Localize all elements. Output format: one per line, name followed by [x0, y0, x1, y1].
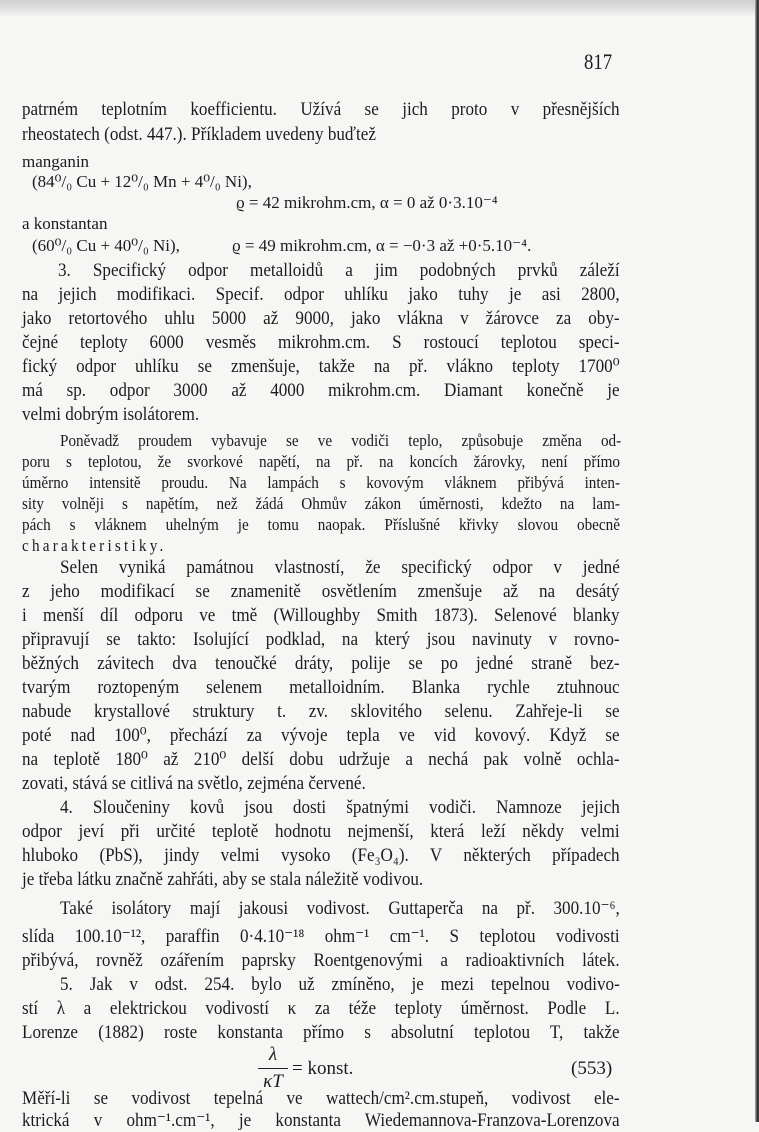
scan-top-shadow [0, 0, 759, 16]
formula-manganin-composition: (84⁰/₀ Cu + 12⁰/₀ Mn + 4⁰/₀ Ni), [32, 172, 252, 191]
text-line: patrném teplotním koefficientu. Užívá se jich proto v přesnějších [22, 99, 620, 120]
text-line: na teplotě 180⁰ až 210⁰ delší dobu udržuje a nechá pak volně ochla- [22, 749, 620, 770]
small-text-line: charakteristiky. [22, 536, 167, 555]
text-line: 4. Sloučeniny kovů jsou dosti špatnými vodiči. Namnoze jejich [60, 797, 620, 818]
small-text-line: Poněvadž proudem vybavuje se ve vodiči teplo, způsobuje změna od- [60, 431, 622, 450]
text-line: zovati, stává se citlivá na světlo, zejména červené. [22, 773, 366, 794]
equation-denominator: κT [263, 1071, 283, 1092]
text-line: přibývá, rovněž ozářením paprsky Roentgenovými a radioaktivních látek. [22, 950, 620, 971]
text-line: jako retortového uhlu 5000 až 9000, jako vlákna v žárovce za oby- [22, 308, 620, 329]
text-line: nabude krystallové struktury t. zv. sklovitého selenu. Zahřeje-li se [22, 701, 620, 722]
text-line: 3. Specifický odpor metalloidů a jim podobných prvků záleží [58, 260, 620, 281]
fraction-bar [258, 1068, 288, 1069]
text-line: běžných závitech dva tenoučké dráty, polije se po jedné straně bez- [22, 653, 620, 674]
equation-number: (553) [571, 1058, 613, 1079]
text-line: i menší díl odporu ve tmě (Willoughby Smith 1873). Selenové blanky [22, 605, 620, 626]
equation-fraction [258, 1044, 288, 1093]
text-line: rheostatech (odst. 447.). Příkladem uvedeny buďtež [22, 124, 376, 145]
text-line: z jeho modifikací se znamenitě osvětlením zmenšuje až na desátý [22, 581, 620, 602]
material-label-manganin: manganin [22, 152, 90, 171]
small-text-line: úměrno intensitě proudu. Na lampách s kovovým vláknem přibývá inten- [22, 473, 620, 492]
text-line: je třeba látku značně zahřáti, aby se stala náležitě vodivou. [22, 869, 424, 890]
small-text-line: sity volněji s napětím, než žádá Ohmův zákon úměrnosti, kdežto na lam- [22, 494, 620, 513]
text-line: slída 100.10⁻¹², paraffin 0·4.10⁻¹⁸ ohm⁻¹ cm⁻¹. S teplotou vodivosti [22, 926, 620, 947]
text-line: má sp. odpor 3000 až 4000 mikrohm.cm. Diamant konečně je [22, 380, 620, 401]
text-line: připravují se takto: Isolující podklad, na který jsou navinuty v rovno- [22, 629, 620, 650]
text-line: na jejich modifikaci. Specif. odpor uhlíku jako tuhy je asi 2800, [22, 284, 620, 305]
text-line: fický odpor uhlíku se zmenšuje, takže na př. vlákno teploty 1700⁰ [22, 356, 620, 377]
page-number: 817 [584, 49, 613, 74]
small-text-line: poru s teplotou, že svorkové napětí, na př. na koncích žárovky, není přímo [22, 452, 620, 471]
formula-konstantan-resistivity: ϱ = 49 mikrohm.cm, α = −0·3 až +0·5.10⁻⁴. [232, 236, 532, 255]
text-line: čejné teploty 6000 vesměs mikrohm.cm. S rostoucí teplotou speci- [22, 332, 620, 353]
text-line: Lorenze (1882) roste konstanta přímo s absolutní teplotou T, takže [22, 1022, 620, 1043]
text-line: odpor jeví při určité teplotě hodnotu nejmenší, která leží někdy velmi [22, 821, 620, 842]
text-line: hluboko (PbS), jindy velmi vysoko (Fe₃O₄). V některých případech [22, 845, 620, 866]
equation-numerator: λ [268, 1044, 278, 1065]
text-line: tvarým roztopeným selenem metalloidním. Blanka rychle ztuhnouc [22, 677, 620, 698]
small-text-line: pách s vláknem uhelným je tomu naopak. Příslušné křivky slovou obecně [22, 515, 620, 534]
text-line: poté nad 100⁰, přechází za vývoje tepla ve vid kovový. Když se [22, 725, 620, 746]
text-line: Měří-li se vodivost tepelná ve wattech/cm².cm.stupeň, vodivost ele- [22, 1088, 620, 1109]
text-line: velmi dobrým isolátorem. [22, 404, 200, 425]
text-line: ktrická v ohm⁻¹.cm⁻¹, je konstanta Wiedemannova-Franzova-Lorenzova [22, 1110, 620, 1131]
formula-konstantan-composition: (60⁰/₀ Cu + 40⁰/₀ Ni), [32, 236, 180, 255]
scan-right-edge [755, 0, 759, 1122]
text-line: stí λ a elektrickou vodivostí κ za téže teploty úměrnost. Podle L. [22, 998, 620, 1019]
formula-manganin-resistivity: ϱ = 42 mikrohm.cm, α = 0 až 0·3.10⁻⁴ [236, 193, 498, 212]
equation-rhs: = konst. [292, 1058, 354, 1079]
material-label-konstantan: a konstantan [22, 214, 108, 233]
text-line: Selen vyniká památnou vlastností, že specifický odpor v jedné [60, 557, 620, 578]
text-line: 5. Jak v odst. 254. bylo už zmíněno, je mezi tepelnou vodivo- [60, 974, 620, 995]
text-line: Také isolátory mají jakousi vodivost. Guttaperča na př. 300.10⁻⁶, [60, 898, 620, 919]
